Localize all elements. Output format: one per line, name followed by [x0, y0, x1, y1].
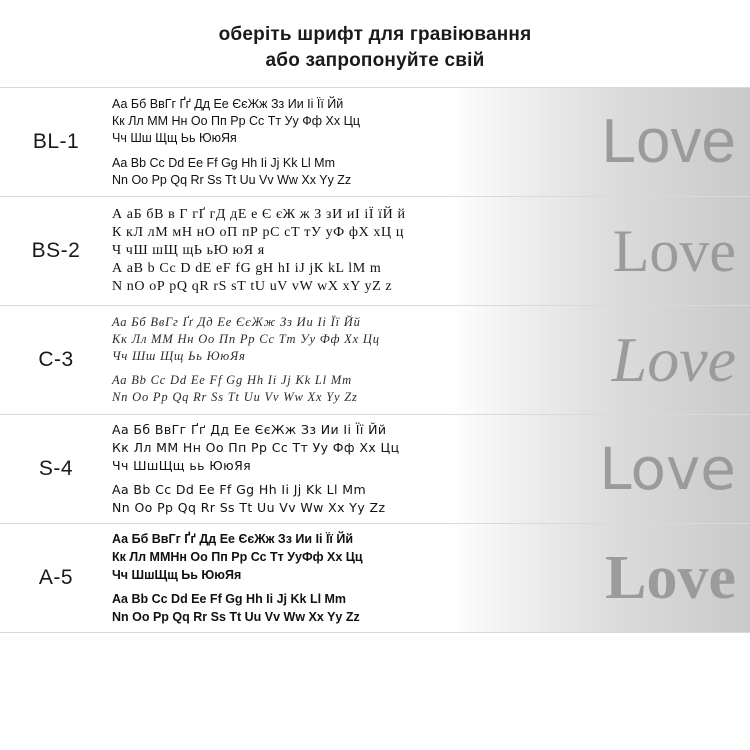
- sample-line: Аа Bb Cc Dd Ee Ff Gg Hh Ii Jj Kk Ll Mm: [112, 373, 352, 388]
- page-title: [0, 0, 750, 73]
- sample-line: Аа Бб ВвГг Ґґ Дд Ее ЄєЖж Зз Ии Іі Її Йй: [112, 422, 387, 438]
- font-sample-block: [112, 314, 750, 406]
- font-sample-block: [112, 421, 750, 517]
- font-code-label: BS-2: [31, 239, 81, 263]
- font-option-row[interactable]: [0, 415, 750, 524]
- sample-line: А аБ бВ в Г гҐ гД дЕ е Є єЖ ж З зИ иІ іЇ їЙ й: [112, 207, 406, 223]
- page-title-line-1: оберіть шрифт для гравіювання: [218, 24, 532, 45]
- sample-line: Аа Бб ВвГг Ґґ Дд Ее ЄєЖж Зз Ии Іі Її Йй: [112, 96, 344, 111]
- sample-line: Aa Bb Cc Dd Ee Ff Gg Hh Ii Jj Kk Ll Mm: [112, 592, 347, 607]
- sample-line: Кк Лл ММ Нн Оо Пп Рр Сс Тт Уу Фф Хх Цц: [112, 440, 400, 456]
- sample-line: Nn Oo Pp Qq Rr Ss Tt Uu Vv Ww Xx Yy Zz: [112, 172, 352, 187]
- font-options-list: [0, 87, 750, 633]
- sample-line: Чч Шш Щщ Ьь ЮюЯя: [112, 349, 246, 364]
- font-code-label: S-4: [38, 457, 74, 481]
- preview-word: Love: [611, 324, 736, 396]
- sample-line: Aa Bb Cc Dd Ee Ff Gg Hh Ii Jj Kk Ll Mm: [112, 482, 367, 498]
- sample-line: Чч ШшЩщ Ьь ЮюЯя: [112, 568, 242, 583]
- sample-line: Кк Лл ММНн Оо Пп Рр Сс Тт УуФф Хх Цц: [112, 550, 363, 565]
- preview-word: Love: [605, 544, 736, 613]
- sample-line: Аа Бб ВвГг Ґґ Дд Ее ЄєЖж Зз Ии Іі Її Йй: [112, 532, 354, 547]
- font-sample-block: [112, 206, 750, 296]
- sample-line: Чч Шш Щщ Ьь ЮюЯя: [112, 130, 237, 145]
- sample-line: Кк Лл ММ Нн Оо Пп Рр Сс Тт Уу Фф Хх Цц: [112, 332, 380, 347]
- sample-line: N nО оР pQ qR rS sТ tU uV vW wХ хY yZ z: [112, 279, 393, 295]
- font-sample-block: [112, 96, 750, 189]
- font-code-label: BL-1: [32, 130, 80, 154]
- font-code-label: C-3: [38, 348, 74, 372]
- sample-line: Чч ШшЩщ ьь ЮюЯя: [112, 458, 252, 474]
- font-option-row[interactable]: [0, 524, 750, 633]
- sample-line: Aa Bb Cc Dd Ee Ff Gg Hh Ii Jj Kk Ll Mm: [112, 155, 335, 170]
- preview-word: Love: [601, 107, 736, 177]
- sample-line: К кЛ лМ мН нО оП пР рС сТ тУ уФ фХ хЦ ц: [112, 225, 404, 241]
- font-sample-block: [112, 530, 750, 626]
- font-code-label: A-5: [38, 566, 74, 590]
- sample-line: Nn Oo Pp Qq Rr Ss Tt Uu Vv Ww Xx Yy Zz: [112, 390, 358, 405]
- sample-line: Кк Лл ММ Нн Оо Пп Рр Сс Тт Уу Фф Хх Цц: [112, 113, 361, 128]
- sample-line: Nn Oo Pp Qq Rr Ss Tt Uu Vv Ww Xx Yy Zz: [112, 500, 386, 516]
- sample-line: Аа Бб ВвГг Ґґ Дд Ее ЄєЖж Зз Ии Іі Її Йй: [112, 315, 361, 330]
- page-title-line-2: або запропонуйте свій: [265, 49, 485, 71]
- preview-word: Love: [599, 435, 736, 504]
- font-option-row[interactable]: [0, 197, 750, 306]
- font-option-row[interactable]: [0, 306, 750, 415]
- sample-line: Nn Oo Pp Qq Rr Ss Tt Uu Vv Ww Xx Yy Zz: [112, 610, 360, 625]
- font-option-row[interactable]: [0, 87, 750, 197]
- sample-line: Ч чШ шЩ щЬ ьЮ юЯ я: [112, 243, 265, 259]
- sample-line: А аВ b Сс D dЕ еF fG gН hI iJ jК kL lМ m: [112, 261, 382, 277]
- preview-word: Love: [612, 218, 736, 285]
